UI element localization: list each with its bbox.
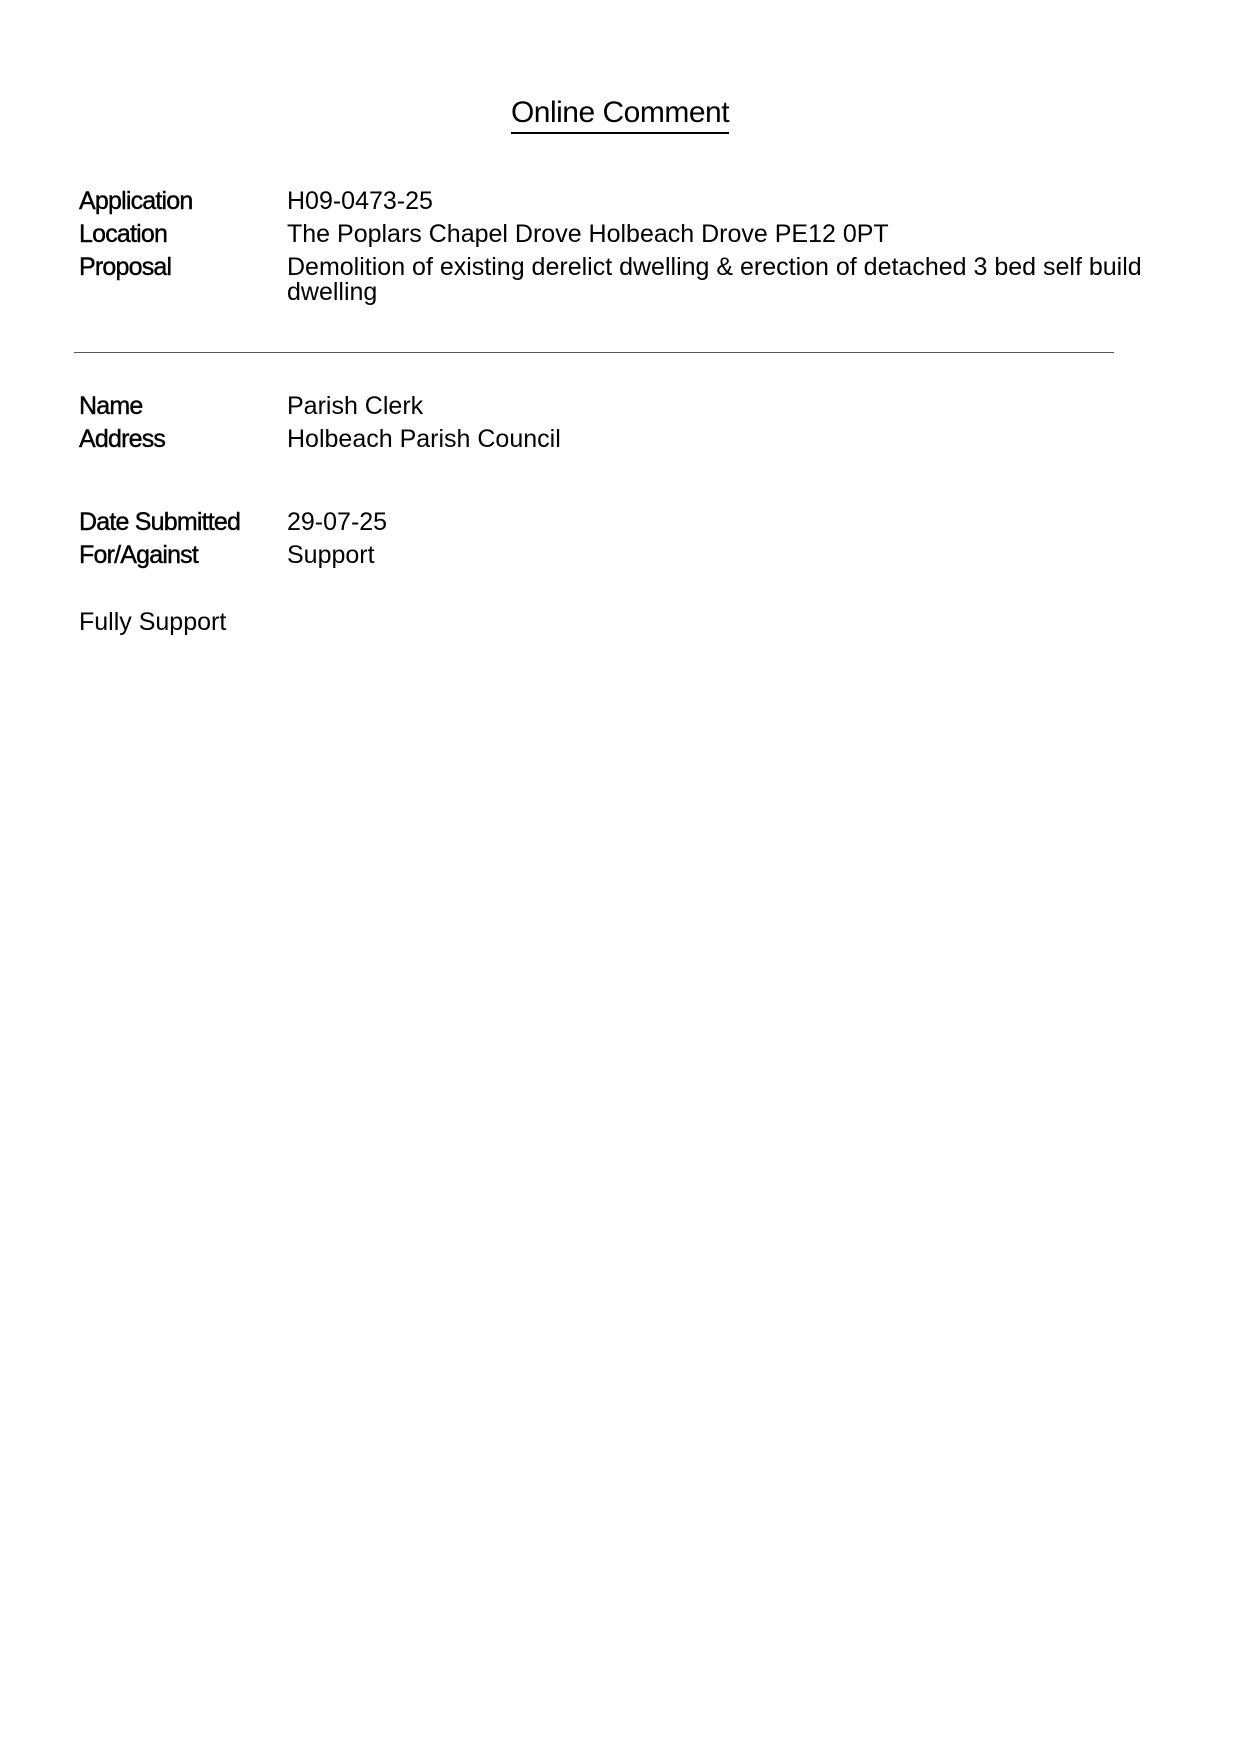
for-against-value: Support: [287, 541, 375, 569]
date-submitted-value: 29-07-25: [287, 508, 388, 536]
name-label: Name: [79, 392, 143, 420]
location-value: The Poplars Chapel Drove Holbeach Drove PE12 0PT: [287, 220, 889, 248]
application-value: H09-0473-25: [287, 187, 433, 215]
for-against-label: For/Against: [79, 541, 199, 569]
page-title: [0, 96, 1240, 134]
address-value: Holbeach Parish Council: [287, 425, 561, 453]
proposal-value: Demolition of existing derelict dwelling & erection of detached 3 bed self build dwelling: [287, 253, 1142, 306]
comment-text: Fully Support: [79, 608, 227, 636]
section-divider: [74, 352, 1114, 353]
proposal-label: Proposal: [79, 253, 172, 281]
application-label: Application: [79, 187, 193, 215]
location-label: Location: [79, 220, 168, 248]
page-title-text: Online Comment: [511, 96, 729, 134]
name-value: Parish Clerk: [287, 392, 424, 420]
address-label: Address: [79, 425, 166, 453]
date-submitted-label: Date Submitted: [79, 508, 241, 536]
